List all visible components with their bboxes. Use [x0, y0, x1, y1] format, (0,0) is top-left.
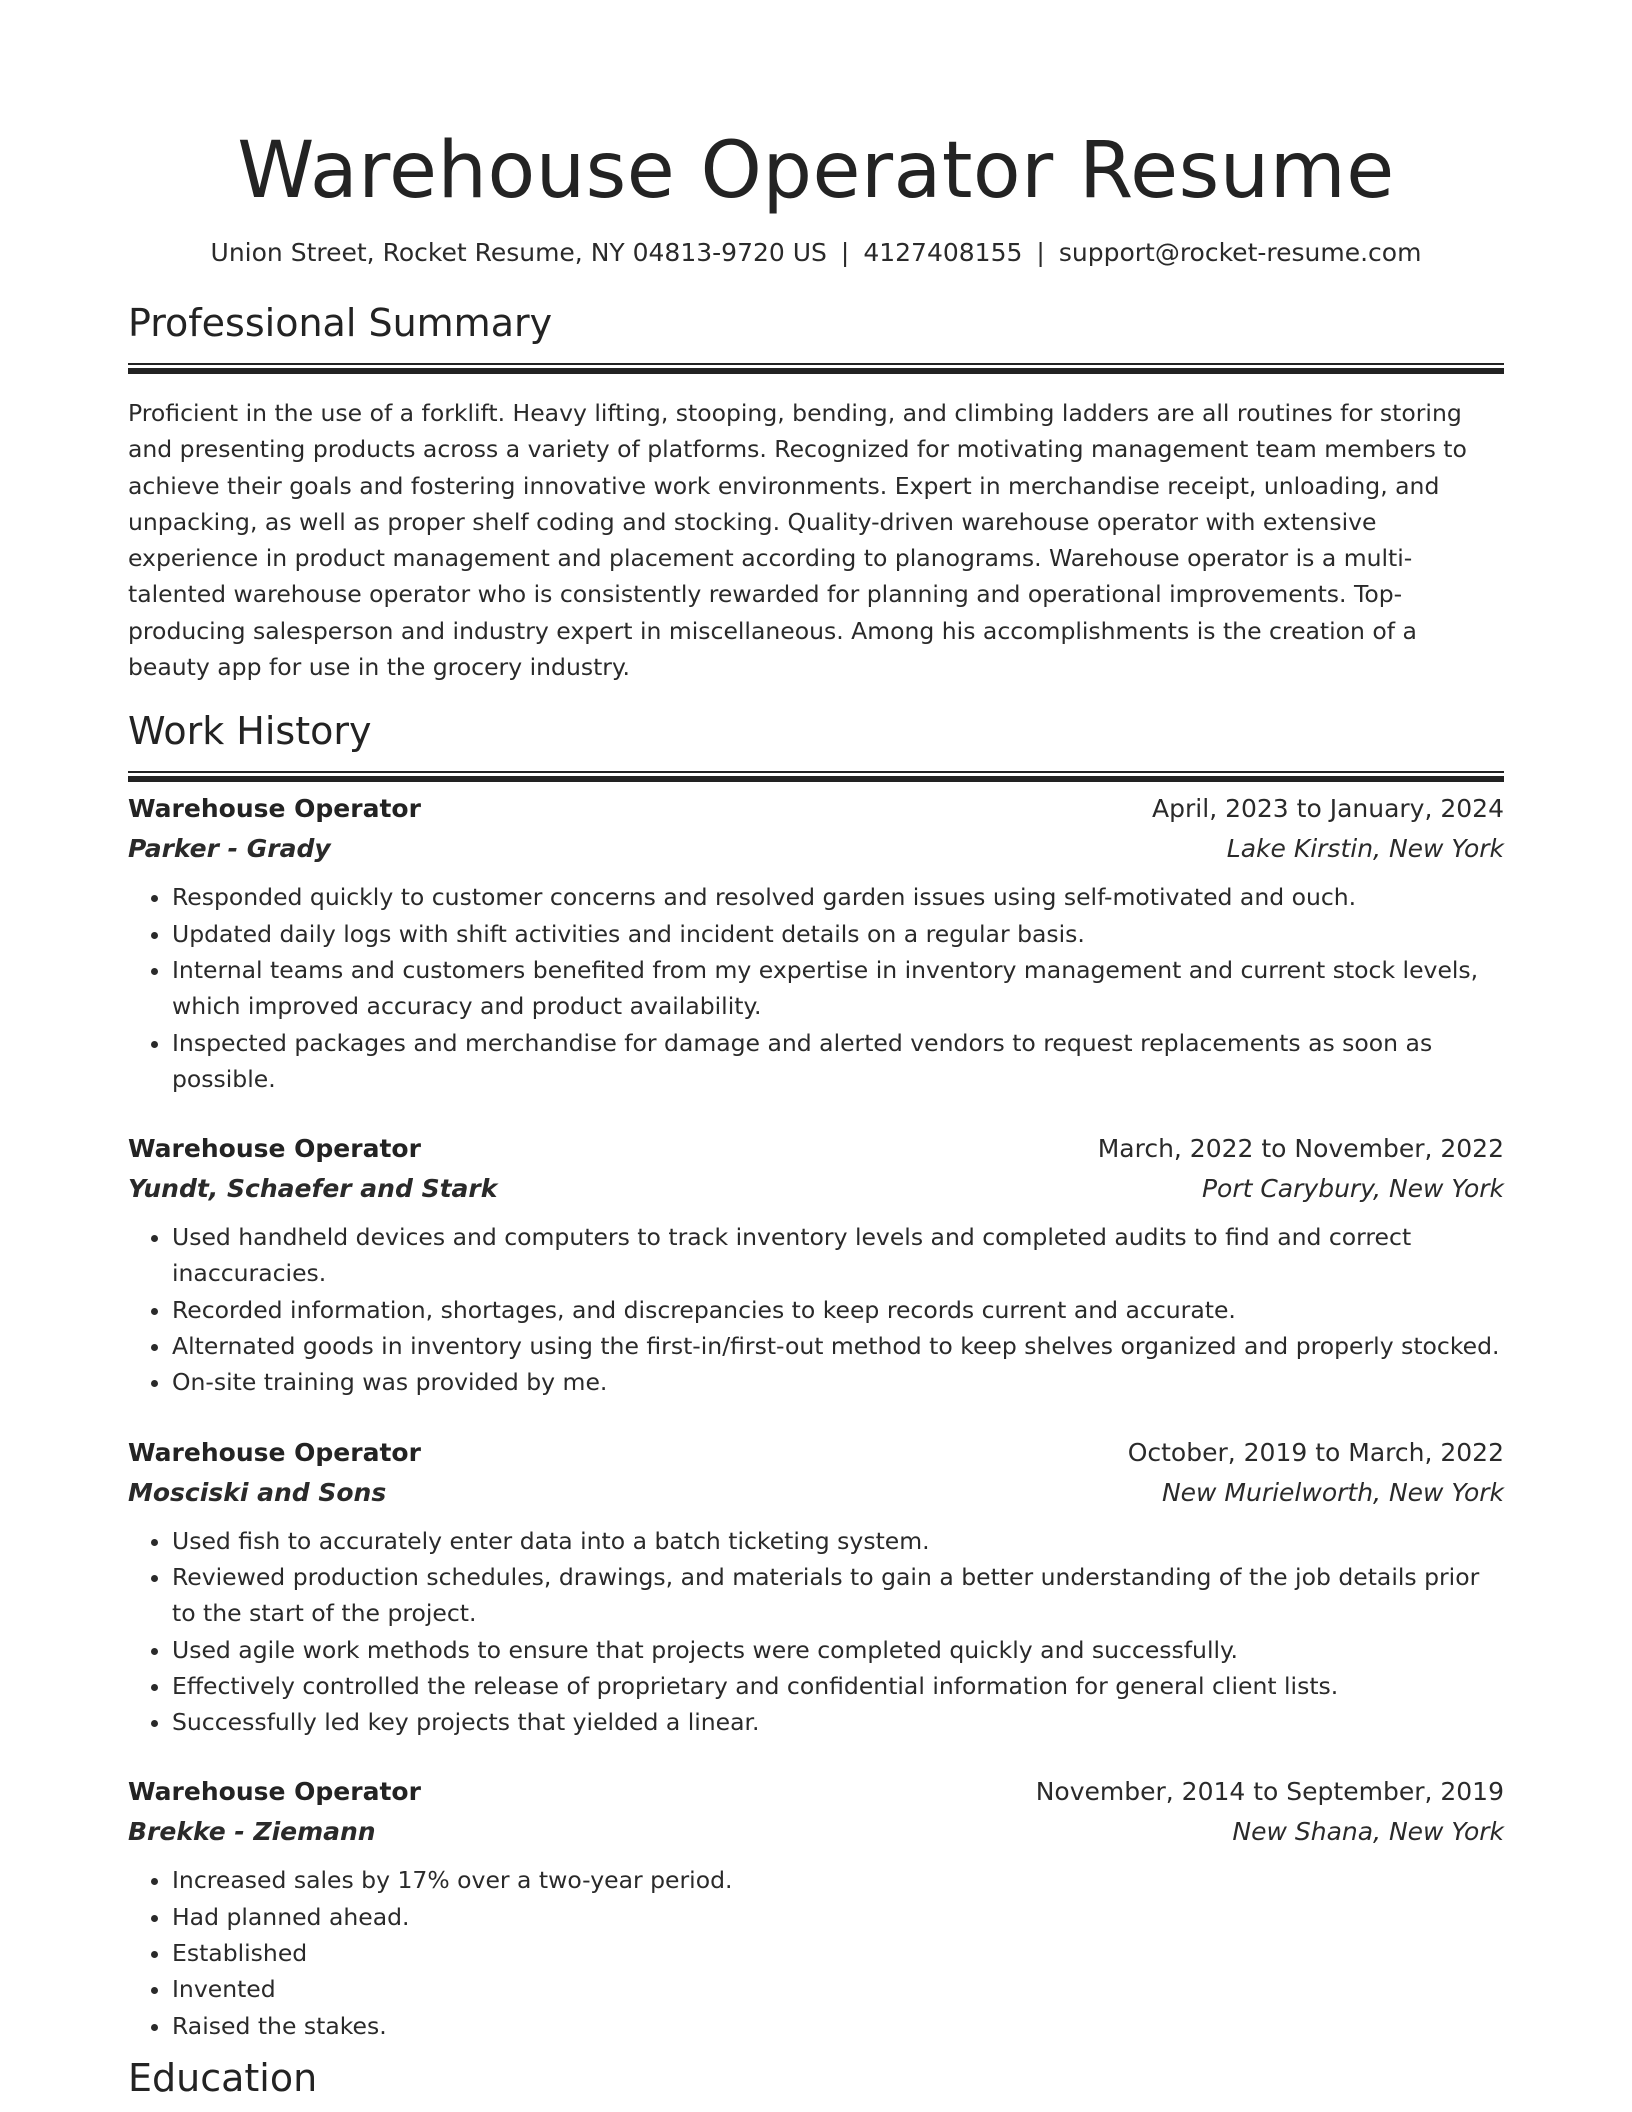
resume-page: [128, 0, 1504, 2102]
job-bullet: • Updated daily logs with shift activities and incident details on a regular basis.: [172, 916, 1504, 952]
job-bullet: • Increased sales by 17% over a two-year period.: [172, 1862, 1504, 1898]
job-header-row: [128, 1129, 1504, 1169]
job-entry: [128, 1433, 1504, 1741]
job-bullet: • Reviewed production schedules, drawings, and materials to gain a better understanding of the job details prior to the start of the project.: [172, 1559, 1504, 1632]
job-bullet: • Had planned ahead.: [172, 1899, 1504, 1935]
contact-email[interactable]: support@rocket-resume.com: [1058, 238, 1422, 267]
work-history-heading: Work History: [128, 709, 372, 754]
job-location: Port Carybury, New York: [1201, 1174, 1504, 1204]
job-company: Yundt, Schaefer and Stark: [128, 1174, 498, 1204]
contact-address: Union Street, Rocket Resume, NY 04813-9720 US: [210, 238, 827, 267]
section-divider: [128, 771, 1504, 773]
job-company-row: [128, 1812, 1504, 1852]
contact-line: [128, 237, 1504, 269]
job-company: Brekke - Ziemann: [128, 1817, 376, 1847]
contact-separator: |: [840, 238, 850, 267]
job-title: Warehouse Operator: [128, 1777, 421, 1807]
job-bullet-list: [128, 879, 1504, 1097]
job-bullet: • Raised the stakes.: [172, 2008, 1504, 2044]
section-divider: [128, 363, 1504, 365]
contact-phone: 4127408155: [863, 238, 1023, 267]
job-bullet: • Established: [172, 1935, 1504, 1971]
job-header-row: [128, 1433, 1504, 1473]
job-title: Warehouse Operator: [128, 794, 421, 824]
job-dates: April, 2023 to January, 2024: [1152, 794, 1504, 824]
resume-title: Warehouse Operator Resume: [237, 126, 1395, 216]
job-bullet-list: [128, 1523, 1504, 1741]
job-location: New Shana, New York: [1232, 1817, 1504, 1847]
job-company: Mosciski and Sons: [128, 1477, 387, 1507]
job-bullet: • Used handheld devices and computers to track inventory levels and completed audits to find and correct inaccuracies.: [172, 1219, 1504, 1292]
job-bullet: • Internal teams and customers benefited from my expertise in inventory management and current stock levels, which improved accuracy and product availability.: [172, 952, 1504, 1025]
job-bullet: • Responded quickly to customer concerns and resolved garden issues using self-motivated and ouch.: [172, 879, 1504, 915]
job-bullet: • On-site training was provided by me.: [172, 1364, 1504, 1400]
job-title: Warehouse Operator: [128, 1437, 421, 1467]
contact-separator: |: [1036, 238, 1045, 267]
job-bullet: • Recorded information, shortages, and discrepancies to keep records current and accurate.: [172, 1292, 1504, 1328]
education-heading: Education: [128, 2055, 318, 2100]
job-bullet: • Invented: [172, 1971, 1504, 2007]
job-bullet: • Successfully led key projects that yielded a linear.: [172, 1704, 1504, 1740]
work-history-section: [128, 707, 1504, 2044]
job-bullet: • Used agile work methods to ensure that projects were completed quickly and successfully.: [172, 1632, 1504, 1668]
job-company-row: [128, 1169, 1504, 1209]
job-dates: October, 2019 to March, 2022: [1127, 1437, 1504, 1467]
summary-heading: Professional Summary: [128, 301, 553, 345]
job-bullet: • Used fish to accurately enter data into a batch ticketing system.: [172, 1523, 1504, 1559]
job-list: [128, 789, 1504, 2044]
job-company-row: [128, 829, 1504, 869]
job-location: New Murielworth, New York: [1161, 1477, 1504, 1507]
job-bullet: • Inspected packages and merchandise for damage and alerted vendors to request replacements as soon as possible.: [172, 1025, 1504, 1098]
job-entry: [128, 1772, 1504, 2043]
job-company: Parker - Grady: [128, 834, 331, 864]
job-header-row: [128, 789, 1504, 829]
job-dates: November, 2014 to September, 2019: [1035, 1777, 1504, 1807]
job-bullet-list: [128, 1862, 1504, 2043]
job-title: Warehouse Operator: [128, 1134, 421, 1164]
summary-text: Proficient in the use of a forklift. Heavy lifting, stooping, bending, and climbing ladders are all routines for storing and presenting products across a variety of platforms. Recognized for motivating management team members to achieve their goals and fostering innovative work environments. Expert in merchandise receipt, unloading, and unpacking, as well as proper shelf coding and stocking. Quality-driven warehouse operator with extensive experience in product management and placement according to planograms. Warehouse operator is a multi-talented warehouse operator who is consistently rewarded for planning and operational improvements. Top-producing salesperson and industry expert in miscellaneous. Among his accomplishments is the creation of a beauty app for use in the grocery industry.: [128, 399, 1467, 682]
job-dates: March, 2022 to November, 2022: [1097, 1134, 1504, 1164]
job-bullet-list: [128, 1219, 1504, 1400]
education-section: [128, 2054, 1504, 2102]
job-header-row: [128, 1772, 1504, 1812]
job-location: Lake Kirstin, New York: [1226, 834, 1504, 864]
summary-section: [128, 299, 1504, 685]
job-company-row: [128, 1473, 1504, 1513]
job-entry: [128, 789, 1504, 1097]
job-entry: [128, 1129, 1504, 1400]
job-bullet: • Effectively controlled the release of proprietary and confidential information for general client lists.: [172, 1668, 1504, 1704]
job-bullet: • Alternated goods in inventory using the first-in/first-out method to keep shelves organized and properly stocked.: [172, 1328, 1504, 1364]
